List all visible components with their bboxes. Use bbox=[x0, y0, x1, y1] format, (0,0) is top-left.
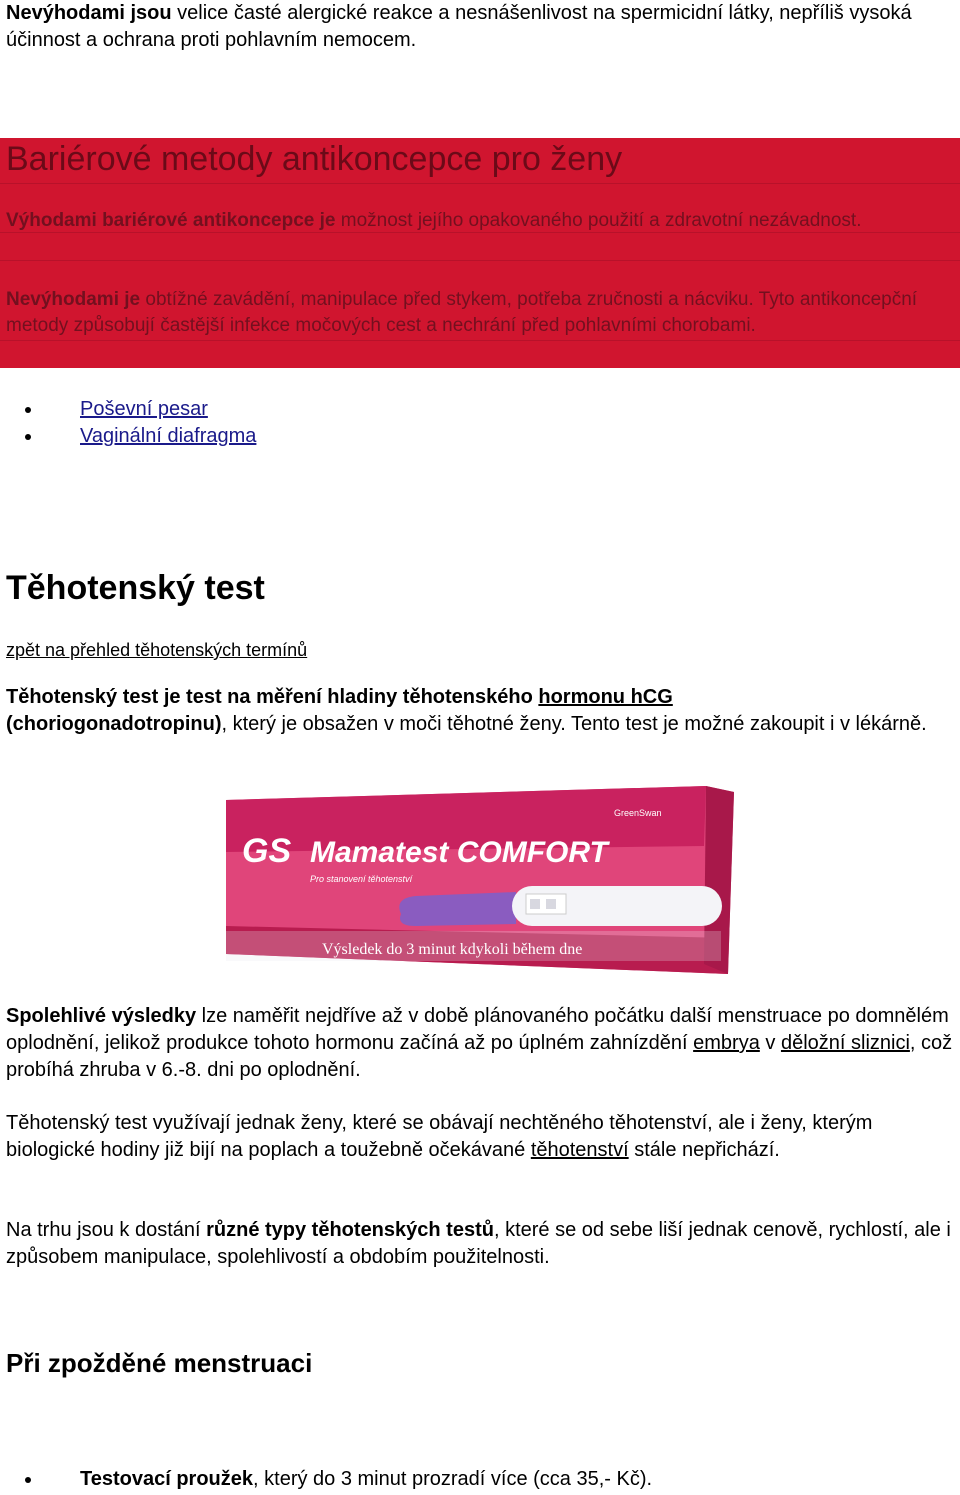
product-logo: GS bbox=[242, 832, 292, 870]
barrier-advantages bbox=[6, 208, 954, 234]
paragraph-text: lze naměřit nejdříve až v době plánovaného počátku další menstruace po domnělém oplodnění, jelikož produkce tohoto hormonu začíná až po úplném zahnízdění bbox=[6, 1005, 949, 1054]
bullet-icon bbox=[25, 1477, 31, 1483]
delayed-menstruation-heading: Při zpožděné menstruaci bbox=[6, 1348, 313, 1378]
paragraph-text: , což probíhá zhruba v 6.-8. dni po oplodnění. bbox=[6, 1032, 953, 1081]
paragraph-text: v bbox=[759, 1032, 781, 1054]
bold-text: (choriogonadotropinu) bbox=[6, 713, 222, 735]
product-subtitle: Pro stanovení těhotenství bbox=[310, 874, 413, 884]
disadvantages-bold: Nevýhodami je bbox=[6, 289, 141, 310]
barrier-disadvantages bbox=[6, 287, 954, 339]
product-name: Mamatest COMFORT bbox=[310, 836, 608, 869]
intro-bold: Nevýhodami jsou bbox=[6, 2, 172, 24]
intro-paragraph bbox=[0, 0, 960, 54]
pregnancy-intro-paragraph bbox=[0, 684, 960, 738]
reliable-results-paragraph bbox=[0, 1003, 960, 1084]
paragraph-text: , který do 3 minut prozradí více (cca 35,- Kč). bbox=[253, 1468, 653, 1490]
list-item bbox=[0, 1466, 960, 1493]
paragraph-text: Na trhu jsou k dostání bbox=[6, 1219, 207, 1241]
link-vaginalni-diafragma[interactable]: Vaginální diafragma bbox=[80, 425, 257, 447]
uterine-lining-link[interactable]: děložní sliznici bbox=[780, 1032, 910, 1054]
paragraph-text: Těhotenský test využívají jednak ženy, které se obávají nechtěného těhotenství, ale i ženy, kterým biologické hodiny již bijí na poplach a toužebně očekávané bbox=[6, 1112, 873, 1161]
barrier-heading: Bariérové metody antikoncepce pro ženy bbox=[6, 140, 623, 178]
product-box-illustration bbox=[226, 786, 734, 976]
users-paragraph bbox=[0, 1110, 960, 1164]
bold-text: Těhotenský test je test na měření hladiny těhotenského bbox=[6, 686, 539, 708]
advantages-text: možnost jejího opakovaného použití a zdravotní nezávadnost. bbox=[335, 210, 862, 231]
bold-text: různé typy těhotenských testů bbox=[206, 1219, 494, 1241]
divider bbox=[0, 183, 960, 184]
product-tagline: Výsledek do 3 minut kdykoli během dne bbox=[322, 941, 583, 958]
pregnancy-test-heading: Těhotenský test bbox=[6, 569, 265, 607]
divider bbox=[0, 340, 960, 341]
brand-small: GreenSwan bbox=[614, 808, 662, 818]
paragraph-text: stále nepřichází. bbox=[628, 1139, 780, 1161]
test-types-paragraph bbox=[0, 1217, 960, 1271]
bold-text: Testovací proužek bbox=[80, 1468, 254, 1490]
paragraph-text: , které se od sebe liší jednak cenově, rychlostí, ale i způsobem manipulace, spolehlivostí a obdobím použitelnosti. bbox=[6, 1219, 951, 1268]
embryo-link[interactable]: embrya bbox=[693, 1032, 760, 1054]
bold-text: Spolehlivé výsledky bbox=[6, 1005, 197, 1027]
divider bbox=[0, 260, 960, 261]
pregnancy-link[interactable]: těhotenství bbox=[530, 1139, 629, 1161]
back-to-overview-link[interactable]: zpět na přehled těhotenských termínů bbox=[6, 640, 308, 660]
test-strip-item bbox=[80, 1466, 652, 1493]
paragraph-text: , který je obsažen v moči těhotné ženy. Tento test je možné zakoupit i v lékárně. bbox=[221, 713, 927, 735]
product-image bbox=[226, 786, 734, 976]
bullet-icon bbox=[25, 407, 31, 413]
advantages-bold: Výhodami bariérové antikoncepce je bbox=[6, 210, 336, 231]
intro-text: velice časté alergické reakce a nesnášenlivost na spermicidní látky, nepříliš vysoká účinnost a ochrana proti pohlavním nemocem. bbox=[6, 2, 912, 51]
disadvantages-text: obtížné zavádění, manipulace před stykem, potřeba zručnosti a nácviku. Tyto antikoncepční metody způsobují častější infekce močových cest a nechrání před pohlavními chorobami. bbox=[6, 289, 918, 336]
bullet-icon bbox=[25, 434, 31, 440]
hormone-hcg-link[interactable]: hormonu hCG bbox=[538, 686, 673, 708]
link-posevni-pesar[interactable]: Poševní pesar bbox=[80, 398, 208, 420]
